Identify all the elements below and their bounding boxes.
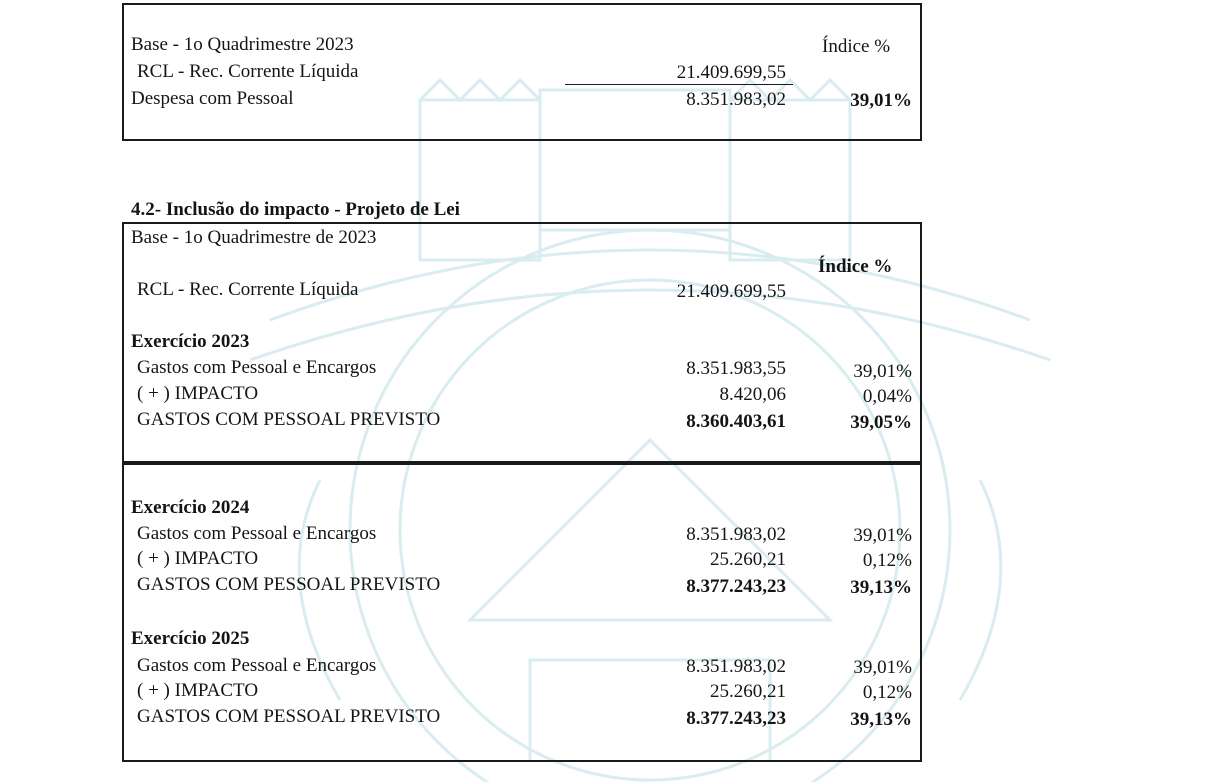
- ex2024-title: Exercício 2024: [131, 497, 250, 518]
- ex2025-gastos-value: 8.351.983,02: [686, 656, 786, 677]
- ex2023-gastos-value: 8.351.983,55: [686, 358, 786, 379]
- rcl-label: RCL - Rec. Corrente Líquida: [137, 61, 359, 82]
- ex2024-impacto-value: 25.260,21: [710, 549, 786, 570]
- index-header: Índice %: [822, 36, 891, 57]
- ex2025-impacto-percent: 0,12%: [862, 682, 912, 703]
- ex2023-previsto-value: 8.360.403,61: [686, 411, 786, 432]
- ex2025-previsto-label: GASTOS COM PESSOAL PREVISTO: [137, 706, 441, 727]
- ex2025-title: Exercício 2025: [131, 628, 250, 649]
- ex2025-previsto-value: 8.377.243,23: [686, 708, 786, 729]
- base-label: Base - 1o Quadrimestre 2023: [131, 34, 354, 55]
- ex2024-impacto-label: ( + ) IMPACTO: [137, 548, 259, 569]
- ex2025-impacto-value: 25.260,21: [710, 681, 786, 702]
- section-index-header: Índice %: [818, 256, 893, 277]
- ex2023-impacto-percent: 0,04%: [862, 386, 912, 407]
- ex2025-gastos-percent: 39,01%: [853, 657, 912, 678]
- ex2023-gastos-percent: 39,01%: [853, 361, 912, 382]
- despesa-percent: 39,01%: [850, 90, 912, 111]
- ex2024-previsto-value: 8.377.243,23: [686, 576, 786, 597]
- section-rcl-label: RCL - Rec. Corrente Líquida: [137, 279, 359, 300]
- ex2023-impacto-label: ( + ) IMPACTO: [137, 383, 259, 404]
- section-rcl-value: 21.409.699,55: [676, 281, 786, 302]
- ex2025-previsto-percent: 39,13%: [850, 709, 912, 730]
- ex2023-previsto-label: GASTOS COM PESSOAL PREVISTO: [137, 409, 441, 430]
- ex2023-gastos-label: Gastos com Pessoal e Encargos: [137, 357, 377, 378]
- ex2023-impacto-value: 8.420,06: [719, 384, 786, 405]
- ex2025-gastos-label: Gastos com Pessoal e Encargos: [137, 655, 377, 676]
- ex2025-impacto-label: ( + ) IMPACTO: [137, 680, 259, 701]
- ex2023-title: Exercício 2023: [131, 331, 250, 352]
- ex2024-gastos-percent: 39,01%: [853, 525, 912, 546]
- ex2023-previsto-percent: 39,05%: [850, 412, 912, 433]
- section-title: 4.2- Inclusão do impacto - Projeto de Lei: [131, 199, 460, 220]
- ex2024-impacto-percent: 0,12%: [862, 550, 912, 571]
- section-base-label: Base - 1o Quadrimestre de 2023: [131, 227, 377, 248]
- ex2024-previsto-label: GASTOS COM PESSOAL PREVISTO: [137, 574, 441, 595]
- rcl-value: 21.409.699,55: [676, 62, 786, 83]
- despesa-value: 8.351.983,02: [686, 89, 786, 110]
- ex2024-gastos-label: Gastos com Pessoal e Encargos: [137, 523, 377, 544]
- despesa-label: Despesa com Pessoal: [131, 88, 294, 109]
- rcl-underline: [565, 84, 793, 85]
- ex2024-gastos-value: 8.351.983,02: [686, 524, 786, 545]
- ex2024-previsto-percent: 39,13%: [850, 577, 912, 598]
